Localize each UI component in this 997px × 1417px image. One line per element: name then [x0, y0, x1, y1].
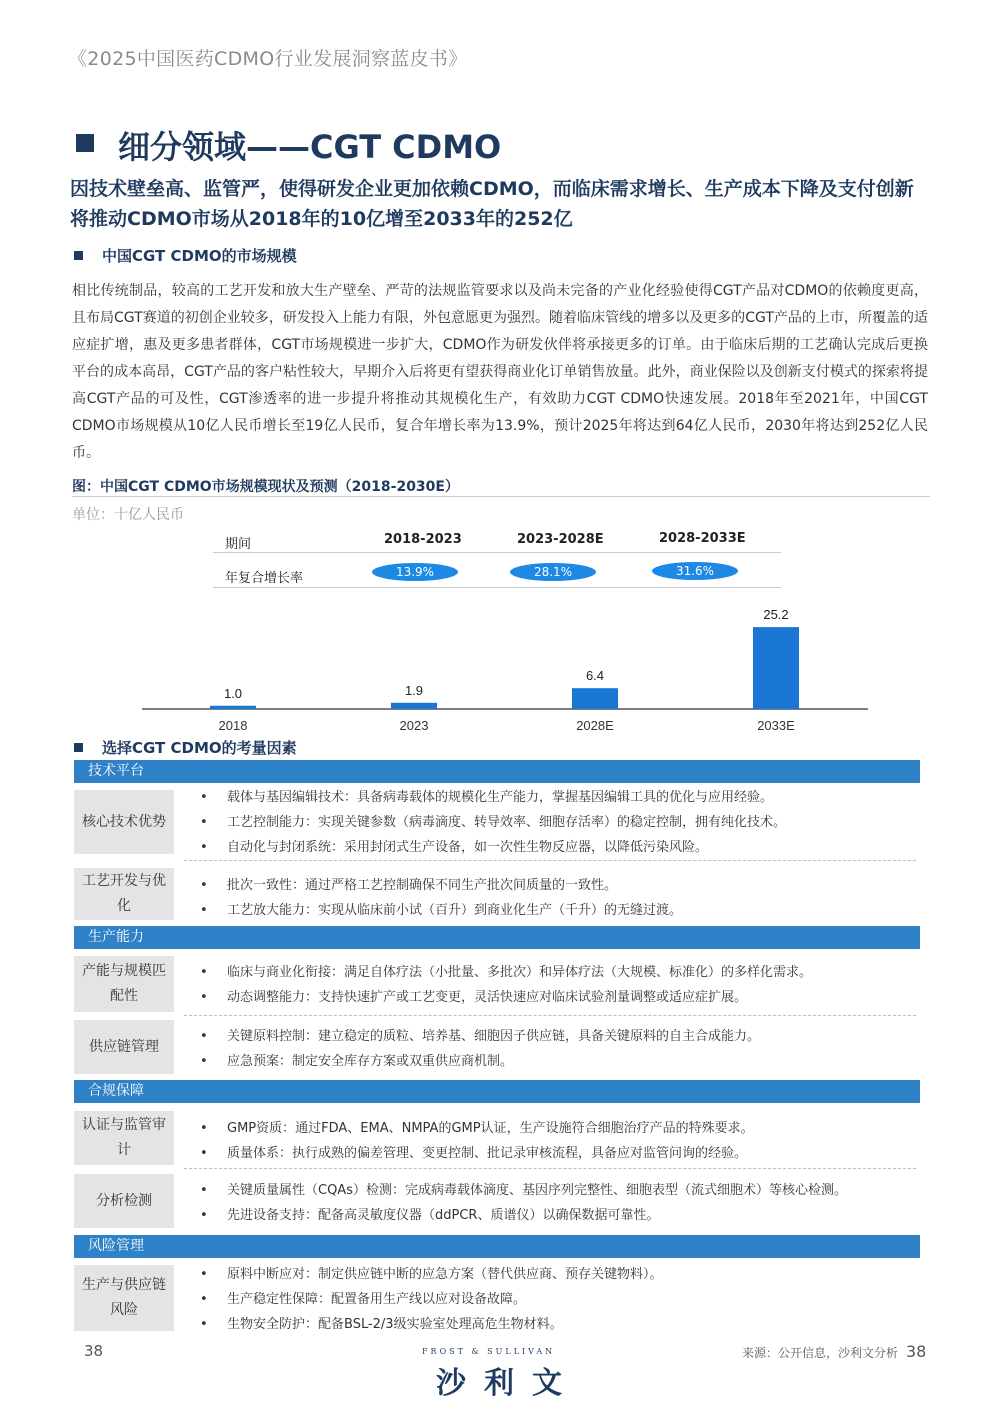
- page-number-right: 38: [906, 1342, 927, 1361]
- cagr-rate-1: 13.9%: [372, 563, 458, 581]
- factor-item: • 关键原料控制：建立稳定的质粒、培养基、细胞因子供应链，具备关键原料的自主合成能力。: [196, 1024, 916, 1049]
- factor-group-compliance: 合规保障: [74, 1080, 920, 1103]
- tick-label-2023: 2023: [399, 718, 429, 733]
- factors-heading: 选择CGT CDMO的考量因素: [102, 739, 297, 757]
- factor-label-process-dev: 工艺开发与优化: [74, 868, 174, 920]
- tick-label-2018: 2018: [218, 718, 248, 733]
- cagr-rate-2: 28.1%: [510, 563, 596, 581]
- heading-marker: [74, 251, 83, 260]
- factor-item: • 工艺放大能力：实现从临床前小试（百升）到商业化生产（千升）的无缝过渡。: [196, 898, 916, 923]
- cagr-period-label: 期间: [225, 537, 252, 552]
- factor-label-core-tech: 核心技术优势: [74, 790, 174, 854]
- factor-item: • 生物安全防护：配备BSL-2/3级实验室处理高危生物材料。: [196, 1312, 916, 1337]
- source-note: 来源：公开信息，沙利文分析: [742, 1346, 899, 1360]
- factor-items-certification: [196, 1116, 916, 1166]
- factor-group-tech-platform: 技术平台: [74, 760, 920, 783]
- cagr-rate-label: 年复合增长率: [225, 571, 304, 586]
- factor-label-supply-chain: 供应链管理: [74, 1020, 174, 1074]
- section-title: 细分领域——CGT CDMO: [118, 128, 502, 166]
- cagr-period-1: 2018-2023: [384, 532, 462, 547]
- factor-group-risk: 风险管理: [74, 1235, 920, 1258]
- market-heading: 中国CGT CDMO的市场规模: [102, 247, 297, 265]
- factor-item: • 批次一致性：通过严格工艺控制确保不同生产批次间质量的一致性。: [196, 873, 916, 898]
- market-paragraph: 相比传统制品，较高的工艺开发和放大生产壁垒、严苛的法规监管要求以及尚未完备的产业化经验使得CGT产品对CDMO的依赖度更高，且布局CGT赛道的初创企业较多，研发投入上能力有限，外包意愿更为强烈。随着临床管线的增多以及更多的CGT产品的上市，所覆盖的适应症扩增，惠及更多患者群体，CGT市场规模进一步扩大，CDMO作为研发伙伴将承接更多的订单。由于临床后期的工艺确认完成后更换平台的成本高昂，CGT产品的客户粘性较大，早期介入后将更有望获得商业化订单销售放量。此外，商业保险以及创新支付模式的探索将提高CGT产品的可及性，CGT渗透率的进一步提升将推动其规模化生产，有效助力CGT CDMO快速发展。2018年至2021年，中国CGT CDMO市场规模从10亿人民币增长至19亿人民币，复合年增长率为13.9%，预计2025年将达到64亿人民币，2030年将达到252亿人民币。: [72, 283, 928, 461]
- factor-item: • GMP资质：通过FDA、EMA、NMPA的GMP认证，生产设施符合细胞治疗产品的特殊要求。: [196, 1116, 916, 1141]
- market-size-chart-svg: [140, 590, 880, 740]
- heading-marker: [74, 743, 83, 752]
- market-size-chart: [140, 590, 880, 740]
- figure-unit: 单位：十亿人民币: [72, 507, 184, 523]
- brand-logo: 沙利文: [436, 1366, 580, 1401]
- cagr-row-divider: [213, 552, 781, 553]
- factor-separator: [184, 1015, 916, 1016]
- factor-item: • 关键质量属性（CQAs）检测：完成病毒载体滴度、基因序列完整性、细胞表型（流式细胞术）等核心检测。: [196, 1178, 916, 1203]
- section-subtitle: 因技术壁垒高、监管严，使得研发企业更加依赖CDMO，而临床需求增长、生产成本下降及支付创新将推动CDMO市场从2018年的10亿增至2033年的252亿: [70, 178, 914, 230]
- figure-divider: [72, 496, 930, 497]
- document-title: 《2025中国医药CDMO行业发展洞察蓝皮书》: [68, 48, 468, 70]
- data-label-2033E: 25.2: [763, 607, 789, 623]
- bar-2028E: [572, 688, 618, 709]
- factor-item: • 工艺控制能力：实现关键参数（病毒滴度、转导效率、细胞存活率）的稳定控制，拥有纯化技术。: [196, 810, 916, 835]
- data-label-2028E: 6.4: [585, 668, 605, 684]
- factor-items-analysis: [196, 1178, 916, 1228]
- cagr-period-3: 2028-2033E: [659, 531, 746, 546]
- factor-items-core-tech: [196, 785, 916, 860]
- cagr-rate-3: 31.6%: [652, 562, 738, 580]
- factor-separator: [184, 860, 916, 861]
- cagr-table: [213, 523, 781, 593]
- factor-items-supply-chain: [196, 1024, 916, 1074]
- factor-item: • 临床与商业化衔接：满足自体疗法（小批量、多批次）和异体疗法（大规模、标准化）的多样化需求。: [196, 960, 916, 985]
- section-marker: [76, 134, 94, 152]
- brand-english: FROST & SULLIVAN: [422, 1347, 556, 1356]
- bar-2018: [210, 706, 256, 709]
- tick-label-2028E: 2028E: [576, 718, 614, 733]
- factor-item: • 质量体系：执行成熟的偏差管理、变更控制、批记录审核流程，具备应对监管问询的经验。: [196, 1141, 916, 1166]
- factor-label-supply-risk: 生产与供应链风险: [74, 1265, 174, 1331]
- factor-label-analysis: 分析检测: [74, 1174, 174, 1228]
- factor-items-process-dev: [196, 873, 916, 923]
- factor-item: • 应急预案：制定安全库存方案或双重供应商机制。: [196, 1049, 916, 1074]
- factor-group-production: 生产能力: [74, 926, 920, 949]
- factor-item: • 动态调整能力：支持快速扩产或工艺变更，灵活快速应对临床试验剂量调整或适应症扩展。: [196, 985, 916, 1010]
- factor-label-capacity: 产能与规模匹配性: [74, 956, 174, 1012]
- factor-separator: [184, 1168, 916, 1169]
- factor-label-certification: 认证与监管审计: [74, 1111, 174, 1165]
- data-label-2018: 1.0: [223, 685, 243, 701]
- factor-item: • 生产稳定性保障：配置备用生产线以应对设备故障。: [196, 1287, 916, 1312]
- factor-item: • 先进设备支持：配备高灵敏度仪器（ddPCR、质谱仪）以确保数据可靠性。: [196, 1203, 916, 1228]
- factor-item: • 原料中断应对：制定供应链中断的应急方案（替代供应商、预存关键物料）。: [196, 1262, 916, 1287]
- figure-title: 图：中国CGT CDMO市场规模现状及预测（2018-2030E）: [72, 479, 459, 495]
- cagr-bottom-divider: [213, 587, 781, 588]
- bar-2023: [391, 703, 437, 709]
- factor-item: • 载体与基因编辑技术：具备病毒载体的规模化生产能力，掌握基因编辑工具的优化与应用经验。: [196, 785, 916, 810]
- cagr-period-2: 2023-2028E: [517, 532, 604, 547]
- tick-label-2033E: 2033E: [757, 718, 795, 733]
- factor-items-capacity: [196, 960, 916, 1010]
- bar-2033E: [753, 627, 799, 709]
- data-label-2023: 1.9: [404, 682, 424, 698]
- page-number-left: 38: [84, 1342, 104, 1360]
- factor-items-supply-risk: [196, 1262, 916, 1337]
- factor-item: • 自动化与封闭系统：采用封闭式生产设备，如一次性生物反应器，以降低污染风险。: [196, 835, 916, 860]
